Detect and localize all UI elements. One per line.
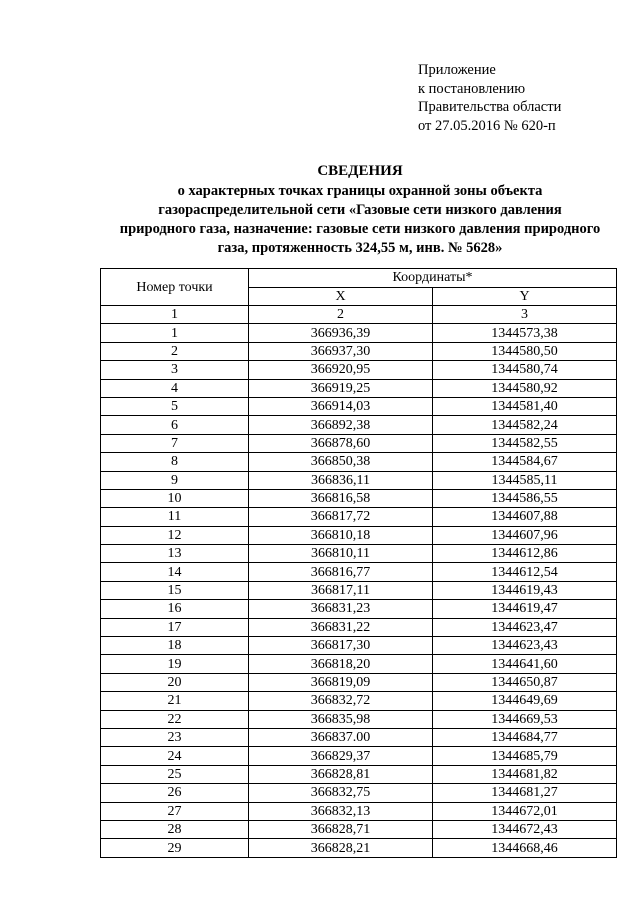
point-number-cell: 11	[101, 508, 249, 526]
table-row	[101, 434, 617, 452]
table-row	[101, 581, 617, 599]
table-row	[101, 397, 617, 415]
table-row	[101, 379, 617, 397]
y-coordinate-cell: 1344685,79	[433, 747, 617, 765]
table-row	[101, 361, 617, 379]
y-coordinate-cell: 1344619,43	[433, 581, 617, 599]
point-number-cell: 8	[101, 453, 249, 471]
y-coordinate-cell: 1344650,87	[433, 673, 617, 691]
point-number-cell: 29	[101, 839, 249, 857]
x-coordinate-cell: 366831,22	[249, 618, 433, 636]
appendix-line: Приложение	[418, 62, 496, 78]
document-title: СВЕДЕНИЯ	[317, 163, 403, 179]
appendix-line: Правительства области	[418, 99, 562, 115]
x-coordinate-cell: 366920,95	[249, 361, 433, 379]
y-coordinate-cell: 1344681,82	[433, 765, 617, 783]
table-row	[101, 416, 617, 434]
x-coordinate-cell: 366816,77	[249, 563, 433, 581]
y-coordinate-cell: 1344585,11	[433, 471, 617, 489]
column-number-cell: 3	[433, 306, 617, 324]
table-row	[101, 839, 617, 857]
y-coordinate-cell: 1344619,47	[433, 600, 617, 618]
x-coordinate-cell: 366819,09	[249, 673, 433, 691]
table-row	[101, 489, 617, 507]
x-coordinate-cell: 366828,71	[249, 820, 433, 838]
x-coordinate-cell: 366837.00	[249, 728, 433, 746]
table-row	[101, 600, 617, 618]
table-row	[101, 673, 617, 691]
table-row	[101, 324, 617, 342]
table-row	[101, 637, 617, 655]
coordinates-table	[100, 268, 617, 858]
y-coordinate-cell: 1344623,47	[433, 618, 617, 636]
x-coordinate-cell: 366828,81	[249, 765, 433, 783]
y-coordinate-cell: 1344581,40	[433, 397, 617, 415]
point-number-cell: 3	[101, 361, 249, 379]
table-row	[101, 618, 617, 636]
appendix-line: к постановлению	[418, 80, 526, 97]
x-coordinate-cell: 366832,72	[249, 692, 433, 710]
y-coordinate-cell: 1344672,43	[433, 820, 617, 838]
x-coordinate-cell: 366919,25	[249, 379, 433, 397]
x-coordinate-cell: 366818,20	[249, 655, 433, 673]
y-header: Y	[433, 287, 617, 306]
point-number-cell: 20	[101, 673, 249, 691]
x-coordinate-cell: 366817,11	[249, 581, 433, 599]
table-row	[101, 728, 617, 746]
document-subtitle-line: газа, протяженность 324,55 м, инв. № 5628»	[217, 240, 503, 256]
point-number-cell: 22	[101, 710, 249, 728]
table-row	[101, 471, 617, 489]
table-header	[101, 269, 617, 324]
point-number-cell: 23	[101, 728, 249, 746]
y-coordinate-cell: 1344586,55	[433, 489, 617, 507]
x-coordinate-cell: 366817,30	[249, 637, 433, 655]
point-number-cell: 2	[101, 342, 249, 360]
document-subtitle-line: о характерных точках границы охранной зоны объекта	[177, 183, 543, 199]
table-row	[101, 545, 617, 563]
point-number-cell: 28	[101, 820, 249, 838]
point-number-cell: 15	[101, 581, 249, 599]
y-coordinate-cell: 1344582,55	[433, 434, 617, 452]
x-coordinate-cell: 366810,18	[249, 526, 433, 544]
x-coordinate-cell: 366828,21	[249, 839, 433, 857]
document-heading	[100, 162, 620, 258]
y-coordinate-cell: 1344612,54	[433, 563, 617, 581]
x-coordinate-cell: 366832,13	[249, 802, 433, 820]
appendix-block	[418, 61, 561, 135]
x-coordinate-cell: 366892,38	[249, 416, 433, 434]
x-coordinate-cell: 366835,98	[249, 710, 433, 728]
x-coordinate-cell: 366829,37	[249, 747, 433, 765]
point-number-cell: 19	[101, 655, 249, 673]
y-coordinate-cell: 1344681,27	[433, 784, 617, 802]
document-subtitle-line: природного газа, назначение: газовые сети низкого давления природного	[119, 221, 601, 237]
x-coordinate-cell: 366817,72	[249, 508, 433, 526]
point-number-cell: 12	[101, 526, 249, 544]
coordinates-header: Координаты*	[249, 269, 617, 288]
point-number-cell: 5	[101, 397, 249, 415]
point-number-cell: 13	[101, 545, 249, 563]
table-body	[101, 324, 617, 857]
table-row	[101, 655, 617, 673]
x-coordinate-cell: 366936,39	[249, 324, 433, 342]
x-coordinate-cell: 366937,30	[249, 342, 433, 360]
y-coordinate-cell: 1344612,86	[433, 545, 617, 563]
column-number-cell: 2	[249, 306, 433, 324]
x-coordinate-cell: 366810,11	[249, 545, 433, 563]
y-coordinate-cell: 1344669,53	[433, 710, 617, 728]
column-number-row	[101, 306, 617, 324]
table-row	[101, 453, 617, 471]
x-coordinate-cell: 366878,60	[249, 434, 433, 452]
table-row	[101, 784, 617, 802]
point-number-cell: 7	[101, 434, 249, 452]
y-coordinate-cell: 1344668,46	[433, 839, 617, 857]
y-coordinate-cell: 1344684,77	[433, 728, 617, 746]
point-number-header: Номер точки	[101, 269, 249, 306]
point-number-cell: 25	[101, 765, 249, 783]
point-number-cell: 16	[101, 600, 249, 618]
y-coordinate-cell: 1344580,92	[433, 379, 617, 397]
y-coordinate-cell: 1344573,38	[433, 324, 617, 342]
table-row	[101, 765, 617, 783]
point-number-cell: 18	[101, 637, 249, 655]
y-coordinate-cell: 1344649,69	[433, 692, 617, 710]
point-number-cell: 9	[101, 471, 249, 489]
x-coordinate-cell: 366816,58	[249, 489, 433, 507]
point-number-cell: 27	[101, 802, 249, 820]
point-number-cell: 14	[101, 563, 249, 581]
table-row	[101, 710, 617, 728]
document-subtitle-line: газораспределительной сети «Газовые сети низкого давления	[158, 202, 562, 218]
table-header-row	[101, 269, 617, 288]
x-coordinate-cell: 366831,23	[249, 600, 433, 618]
x-header: X	[249, 287, 433, 306]
table-row	[101, 508, 617, 526]
point-number-cell: 24	[101, 747, 249, 765]
y-coordinate-cell: 1344580,74	[433, 361, 617, 379]
point-number-cell: 17	[101, 618, 249, 636]
column-number-cell: 1	[101, 306, 249, 324]
table-row	[101, 342, 617, 360]
table-row	[101, 526, 617, 544]
appendix-line: от 27.05.2016 № 620-п	[418, 117, 556, 134]
y-coordinate-cell: 1344582,24	[433, 416, 617, 434]
y-coordinate-cell: 1344623,43	[433, 637, 617, 655]
x-coordinate-cell: 366832,75	[249, 784, 433, 802]
x-coordinate-cell: 366914,03	[249, 397, 433, 415]
y-coordinate-cell: 1344584,67	[433, 453, 617, 471]
table-row	[101, 692, 617, 710]
table-row	[101, 563, 617, 581]
point-number-cell: 1	[101, 324, 249, 342]
point-number-cell: 6	[101, 416, 249, 434]
table-row	[101, 820, 617, 838]
y-coordinate-cell: 1344641,60	[433, 655, 617, 673]
point-number-cell: 10	[101, 489, 249, 507]
point-number-cell: 21	[101, 692, 249, 710]
table-row	[101, 802, 617, 820]
point-number-cell: 26	[101, 784, 249, 802]
x-coordinate-cell: 366836,11	[249, 471, 433, 489]
y-coordinate-cell: 1344607,96	[433, 526, 617, 544]
x-coordinate-cell: 366850,38	[249, 453, 433, 471]
y-coordinate-cell: 1344672,01	[433, 802, 617, 820]
y-coordinate-cell: 1344580,50	[433, 342, 617, 360]
table-row	[101, 747, 617, 765]
y-coordinate-cell: 1344607,88	[433, 508, 617, 526]
point-number-cell: 4	[101, 379, 249, 397]
